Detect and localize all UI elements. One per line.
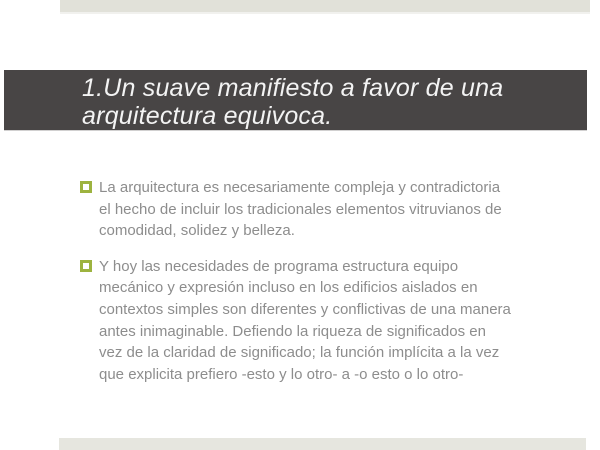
bullet-2-line-5: vez de la claridad de significado; la función implícita a la vez (99, 344, 500, 362)
bullet-2-line-2: mecánico y expresión incluso en los edificios aislados en (99, 279, 478, 297)
square-bullet-icon (80, 181, 92, 193)
bullet-2-line-3: contextos simples son diferentes y conflictivas de una manera (99, 300, 511, 318)
bullet-1-line-2: el hecho de incluir los tradicionales elementos vitruvianos de (99, 200, 502, 218)
bullet-item-1 (80, 177, 585, 242)
bullet-item-2 (80, 256, 585, 386)
slide-title-line-1: 1.Un suave manifiesto a favor de una (82, 74, 504, 102)
bullet-2-line-6: que explicita prefiero -esto y lo otro- a -o esto o lo otro- (99, 365, 464, 383)
bullet-1-line-1: La arquitectura es necesariamente compleja y contradictoria (99, 179, 501, 196)
square-bullet-icon (80, 260, 92, 272)
bottom-decor-bar (59, 438, 586, 450)
slide-title-line-2: arquitectura equivoca. (82, 102, 333, 130)
bullet-list (80, 177, 585, 399)
bullet-2-line-4: antes inimaginable. Defiendo la riqueza de significados en (99, 322, 486, 340)
slide-title (4, 70, 587, 130)
bullet-2-line-1: Y hoy las necesidades de programa estructura equipo (99, 257, 459, 275)
top-decor-bar (60, 0, 590, 12)
bullet-1-line-3: comodidad, solidez y belleza. (99, 222, 295, 240)
slide-title-banner (4, 70, 587, 130)
